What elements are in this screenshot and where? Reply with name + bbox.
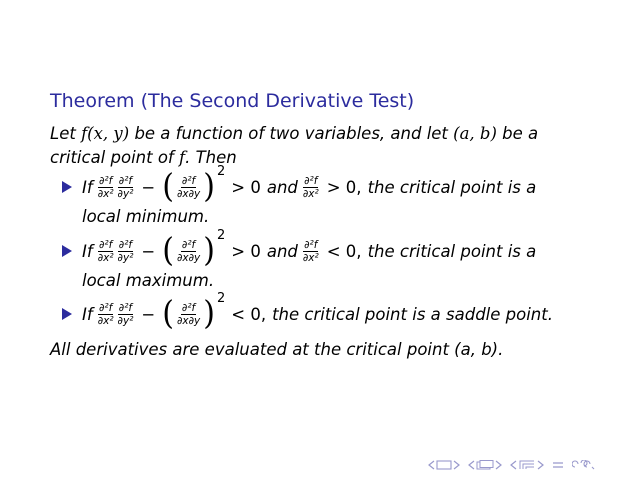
bullet-marker-icon (62, 245, 72, 257)
conclusion-text: the critical point is a (367, 241, 537, 261)
navigation-bar (428, 459, 601, 471)
if-word: If (82, 304, 93, 324)
fraction-d2f-dy2: $\frac{\text{∂²f}}{\text{∂y²}}$ (117, 238, 134, 264)
conclusion-text-line2: local maximum. (82, 271, 215, 290)
align-nav (552, 460, 564, 470)
intro-text: Let (50, 124, 76, 143)
fraction-d2f-dx2: $\frac{\text{∂²f}}{\text{∂x²}}$ (97, 301, 114, 327)
section-nav (510, 460, 544, 470)
condition-line (82, 290, 553, 338)
intro-text: critical point of (50, 148, 174, 167)
square-exponent: 2 (216, 163, 226, 179)
function-fxy: f(x, y) (81, 124, 130, 143)
fraction-d2f-dxdy: $\frac{\text{∂²f}}{\partial x\partial y}$ (176, 238, 201, 264)
intro-text: be a (502, 124, 539, 143)
bullet-marker-icon (62, 308, 72, 320)
intro-text: . Then (185, 148, 237, 167)
if-word: If (82, 177, 93, 197)
condition-line (82, 227, 536, 275)
next-frame-icon[interactable] (453, 460, 460, 470)
intro-text: be a function of two variables, and let (134, 124, 448, 143)
search-loop-icon[interactable] (572, 460, 596, 470)
section-icon (518, 460, 536, 470)
fraction-d2f-dxdy: $\frac{\text{∂²f}}{\partial x\partial y}$ (176, 174, 201, 200)
right-paren: ) (203, 294, 215, 333)
comparison: > 0 (231, 241, 261, 261)
fraction-d2f-dx2: $\frac{\text{∂²f}}{\text{∂x²}}$ (302, 238, 319, 264)
square-exponent: 2 (216, 290, 226, 306)
if-word: If (82, 241, 93, 261)
search-nav (572, 460, 596, 470)
square-exponent: 2 (216, 227, 226, 243)
comparison: < 0, (326, 241, 362, 261)
left-paren: ( (162, 167, 174, 206)
frame-icon (436, 460, 452, 470)
point-ab: (a, b) (453, 124, 497, 143)
fraction-d2f-dx2: $\frac{\text{∂²f}}{\text{∂x²}}$ (302, 174, 319, 200)
fraction-d2f-dxdy: $\frac{\text{∂²f}}{\partial x\partial y}$ (176, 301, 201, 327)
condition-line (82, 163, 536, 211)
fraction-d2f-dy2: $\frac{\text{∂²f}}{\text{∂y²}}$ (117, 174, 134, 200)
fraction-d2f-dx2: $\frac{\text{∂²f}}{\text{∂x²}}$ (97, 174, 114, 200)
right-paren: ) (203, 167, 215, 206)
minus-sign: − (141, 177, 156, 197)
comparison: < 0, (231, 304, 267, 324)
frame-nav (428, 460, 460, 470)
conclusion-text-line2: local minimum. (82, 207, 210, 226)
left-paren: ( (162, 294, 174, 333)
comparison: > 0, (326, 177, 362, 197)
minus-sign: − (141, 241, 156, 261)
prev-subsection-icon[interactable] (468, 460, 475, 470)
fraction-d2f-dy2: $\frac{\text{∂²f}}{\text{∂y²}}$ (117, 301, 134, 327)
bullet-marker-icon (62, 181, 72, 193)
fraction-d2f-dx2: $\frac{\text{∂²f}}{\text{∂x²}}$ (97, 238, 114, 264)
prev-frame-icon[interactable] (428, 460, 435, 470)
right-paren: ) (203, 231, 215, 270)
conclusion-text: the critical point is a saddle point. (272, 304, 553, 324)
next-subsection-icon[interactable] (495, 460, 502, 470)
minus-sign: − (141, 304, 156, 324)
and-word: and (266, 177, 298, 197)
next-section-icon[interactable] (537, 460, 544, 470)
subsection-nav (468, 460, 502, 470)
function-f: f (178, 148, 186, 167)
align-icon[interactable] (552, 460, 564, 470)
and-word: and (266, 241, 298, 261)
footer-note: All derivatives are evaluated at the critical point (a, b). (50, 340, 504, 359)
prev-section-icon[interactable] (510, 460, 517, 470)
subsection-icon (476, 460, 494, 470)
theorem-title: Theorem (The Second Derivative Test) (50, 90, 415, 112)
comparison: > 0 (231, 177, 261, 197)
conclusion-text: the critical point is a (367, 177, 537, 197)
left-paren: ( (162, 231, 174, 270)
